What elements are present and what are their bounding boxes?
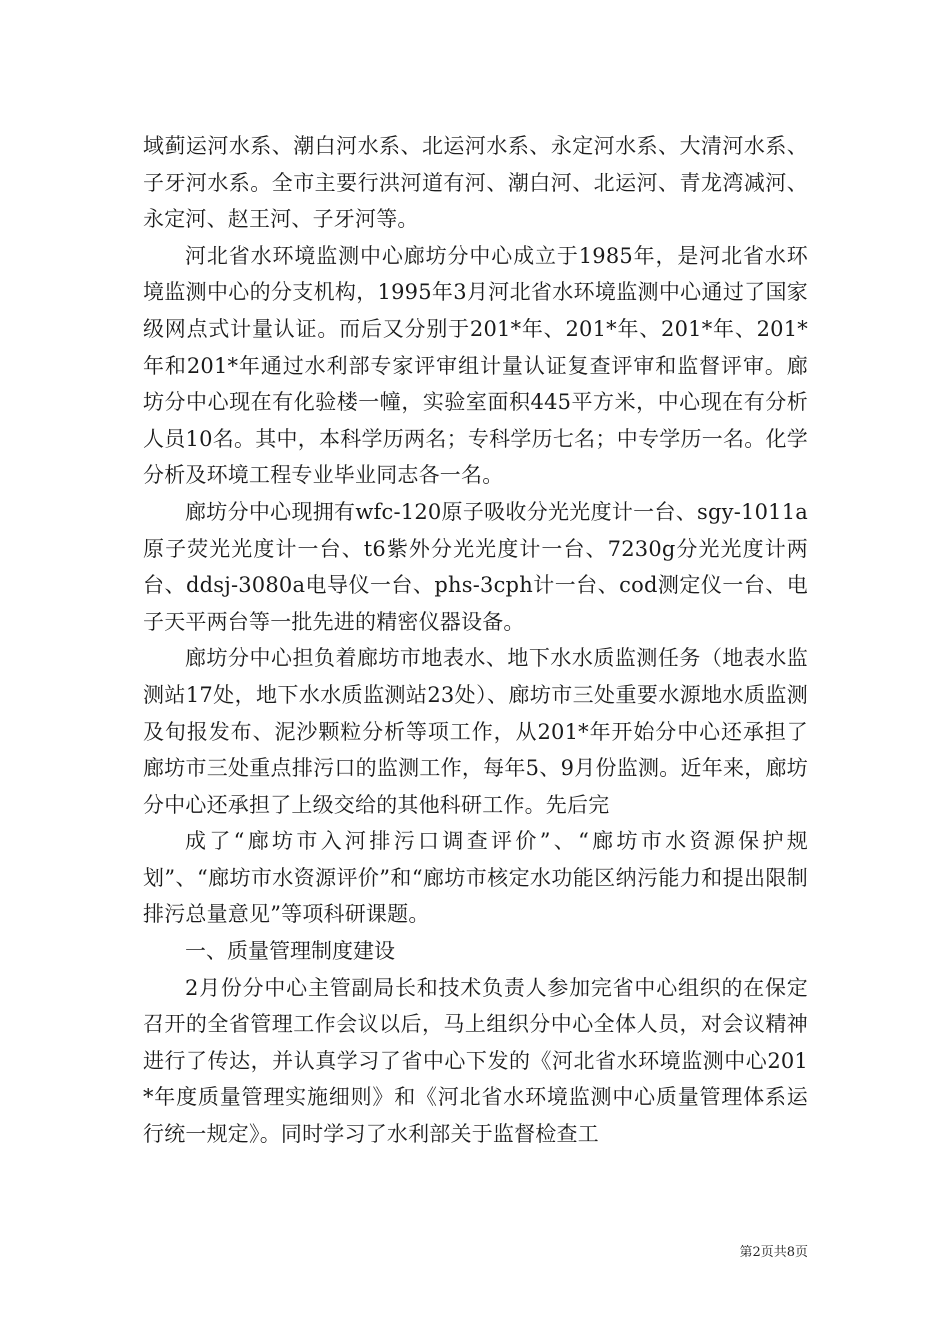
paragraph-quality-meeting: 2月份分中心主管副局长和技术负责人参加完省中心组织的在保定召开的全省管理工作会议以后，马上组织分中心全体人员，对会议精神进行了传达，并认真学习了省中心下发的《河北省水环境监测中心201*年度质量管理实施细则》和《河北省水环境监测中心质量管理体系运行统一规定》。同时学习了水利部关于监督检查工 bbox=[143, 975, 808, 1147]
section-heading-quality-management: 一、质量管理制度建设 bbox=[185, 939, 395, 964]
paragraph-river-systems: 域蓟运河水系、潮白河水系、北运河水系、永定河水系、大清河水系、子牙河水系。全市主要行洪河道有河、潮白河、北运河、青龙湾减河、永定河、赵王河、子牙河等。 bbox=[143, 134, 808, 232]
paragraph-research-projects: 成了“廊坊市入河排污口调查评价”、“廊坊市水资源保护规划”、“廊坊市水资源评价”和“廊坊市核定水功能区纳污能力和提出限制排污总量意见”等项科研课题。 bbox=[143, 829, 808, 927]
paragraph-center-history: 河北省水环境监测中心廊坊分中心成立于1985年，是河北省水环境监测中心的分支机构，1995年3月河北省水环境监测中心通过了国家级网点式计量认证。而后又分别于201*年、201*年、201*年、201*年和201*年通过水利部专家评审组计量认证复查评审和监督评审。廊坊分中心现在有化验楼一幢，实验室面积445平方米，中心现在有分析人员10名。其中，本科学历两名；专科学历七名；中专学历一名。化学分析及环境工程专业毕业同志各一名。 bbox=[143, 243, 808, 488]
paragraph-equipment: 廊坊分中心现拥有wfc-120原子吸收分光光度计一台、sgy-1011a原子荧光光度计一台、t6紫外分光光度计一台、7230g分光光度计两台、ddsj-3080a电导仪一台、phs-3cph计一台、cod测定仪一台、电子天平两台等一批先进的精密仪器设备。 bbox=[143, 499, 808, 634]
paragraph-monitoring-tasks: 廊坊分中心担负着廊坊市地表水、地下水水质监测任务（地表水监测站17处，地下水水质监测站23处）、廊坊市三处重要水源地水质监测及旬报发布、泥沙颗粒分析等项工作，从201*年开始分中心还承担了廊坊市三处重点排污口的监测工作，每年5、9月份监测。近年来，廊坊分中心还承担了上级交给的其他科研工作。先后完 bbox=[143, 646, 808, 817]
page-number-label: 第2页共8页 bbox=[739, 1245, 808, 1260]
document-body bbox=[143, 128, 808, 1153]
page-number-footer bbox=[739, 1244, 808, 1262]
